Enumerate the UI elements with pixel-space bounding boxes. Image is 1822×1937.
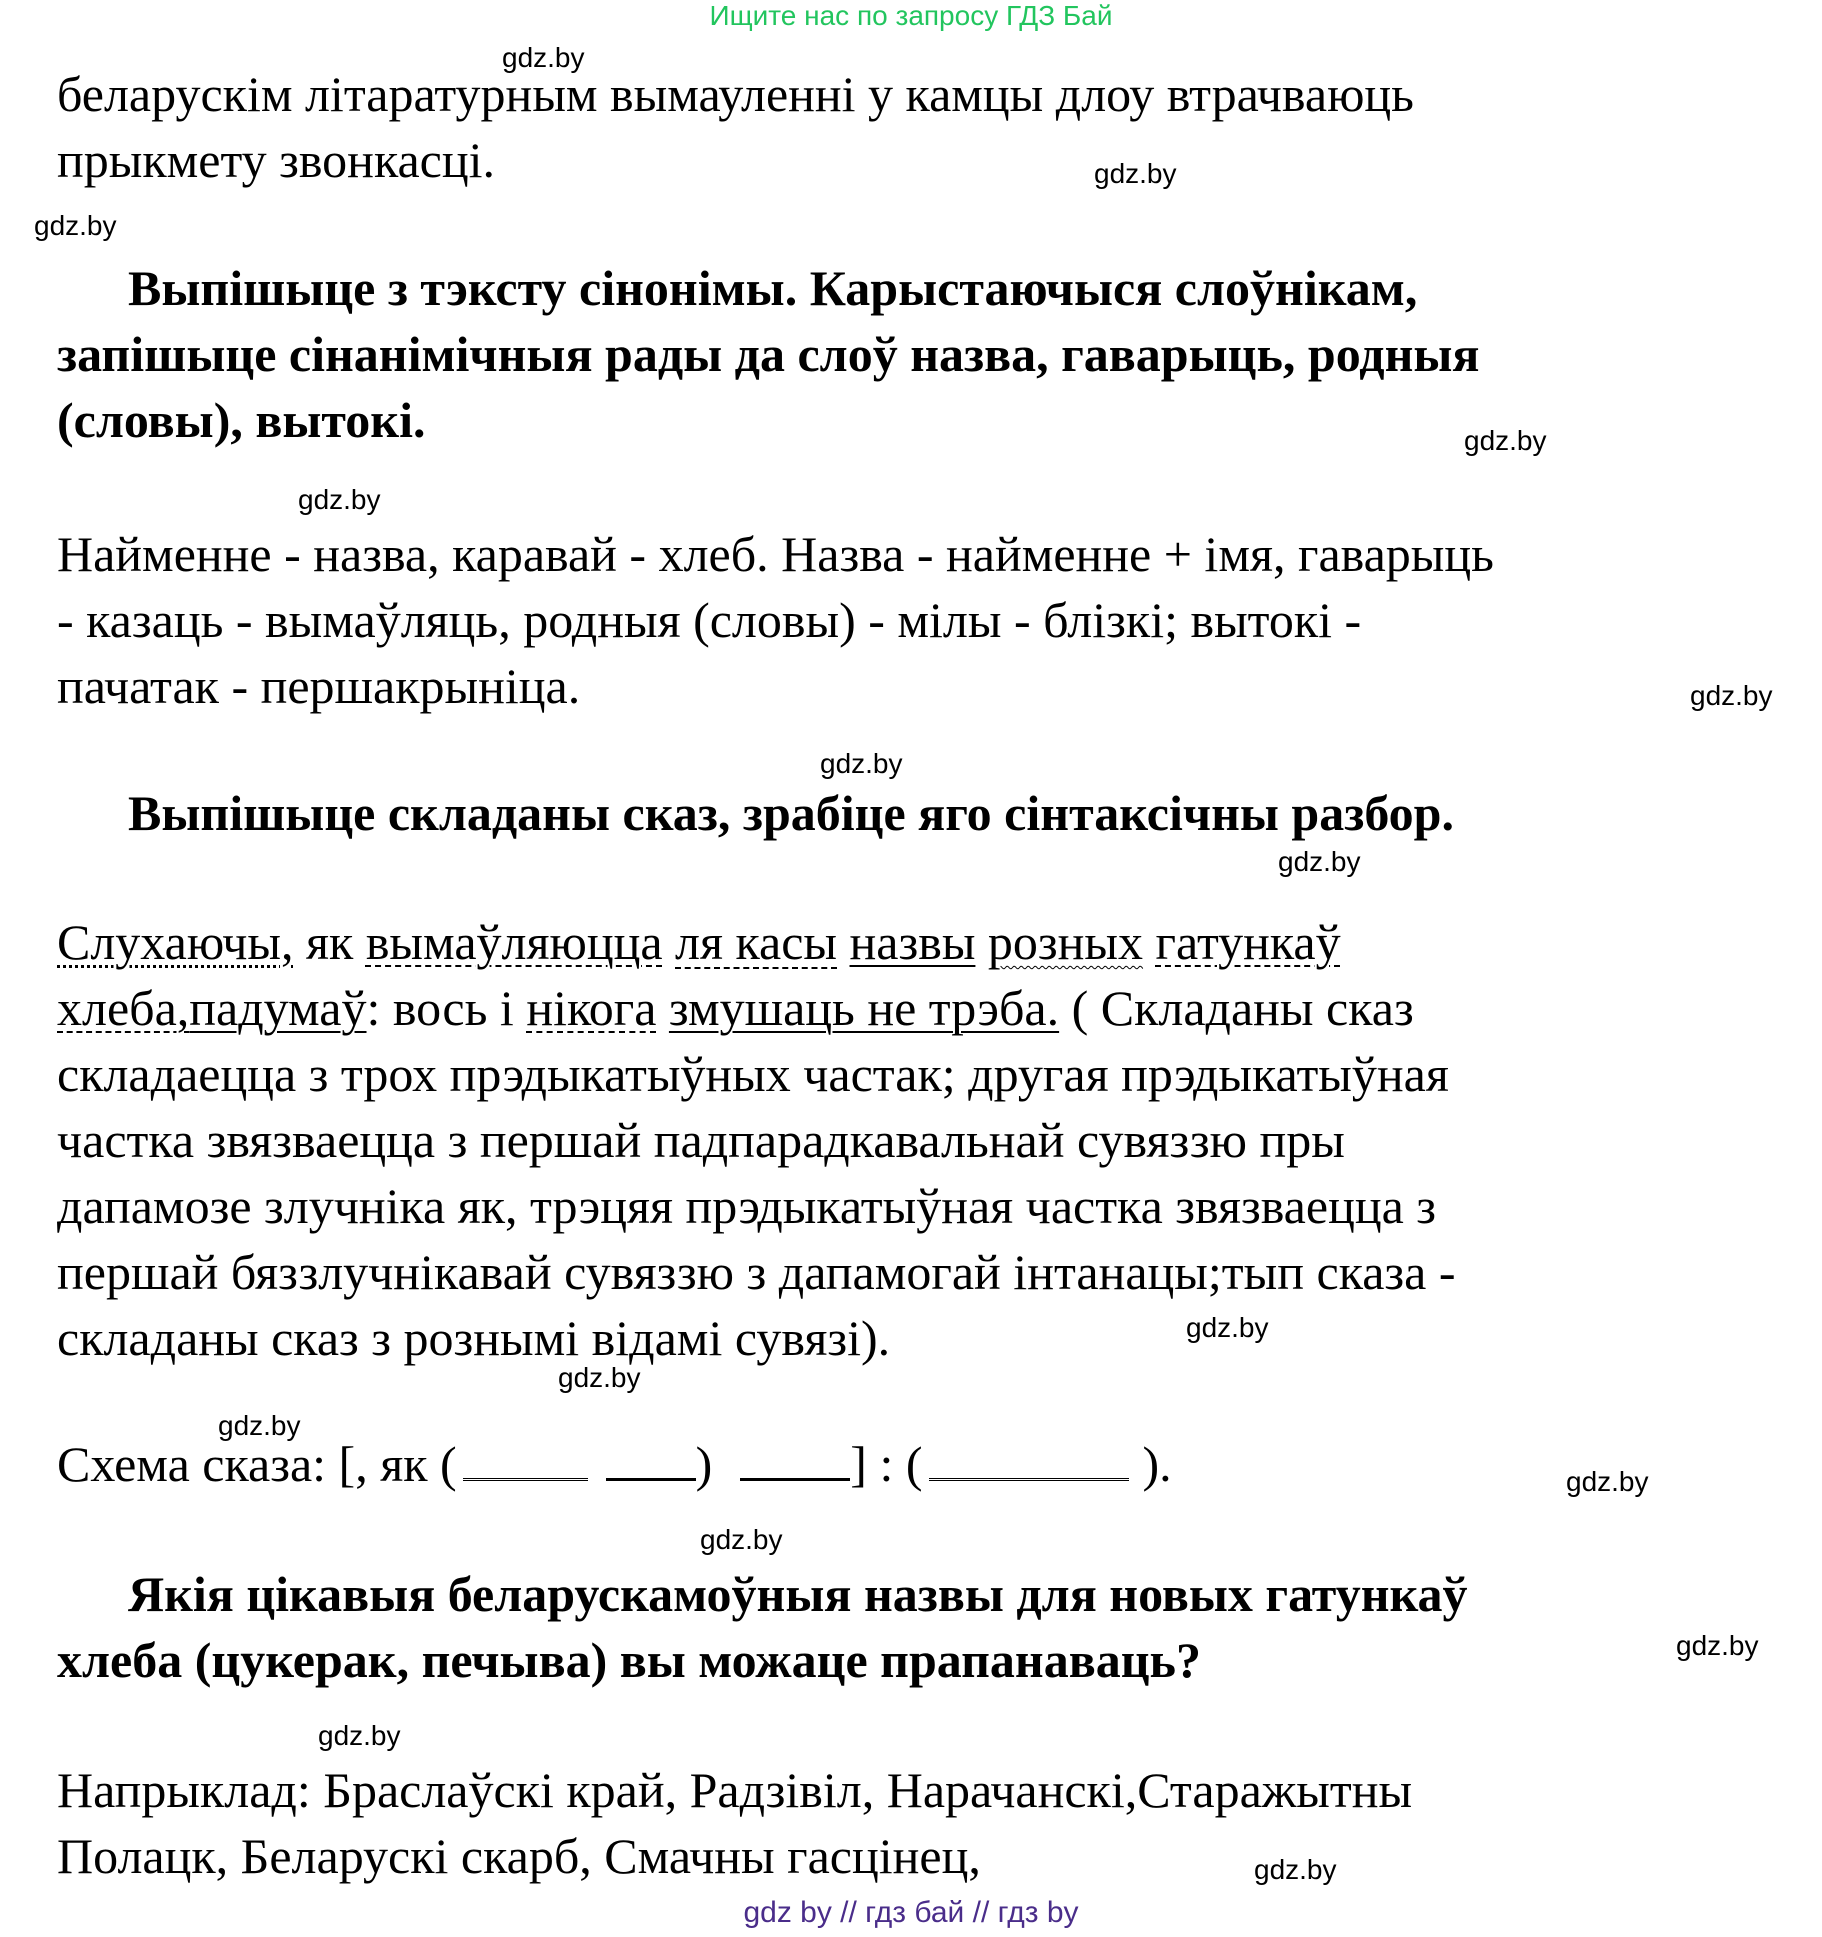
watermark: gdz.by bbox=[1278, 846, 1361, 877]
search-hint: Ищите нас по запросу ГДЗ Бай bbox=[709, 0, 1113, 31]
task1-answer-line-1: Найменне - назва, каравай - хлеб. Назва - найменне + імя, гаварыць bbox=[57, 526, 1494, 582]
analysis-line-2: частка звязваецца з першай падпарадкавальнай сувяззю пры bbox=[57, 1112, 1345, 1168]
analysis-start: ( Складаны сказ bbox=[1059, 980, 1414, 1036]
task3-answer-line-1: Напрыклад: Браслаўскі край, Радзівіл, Нарачанскі,Старажытны bbox=[57, 1762, 1413, 1818]
task1-title-line-3: (словы), вытокі. bbox=[57, 392, 426, 448]
word-sluhayuchy: Слухаючы, bbox=[57, 914, 294, 970]
scheme-label: Схема сказа: [, як ( bbox=[57, 1436, 457, 1492]
word-vymaulyayutstsa: вымаўляюцца bbox=[365, 914, 663, 970]
watermark: gdz.by bbox=[1186, 1312, 1269, 1343]
watermark: gdz.by bbox=[1676, 1630, 1759, 1661]
watermark: gdz.by bbox=[1254, 1854, 1337, 1885]
scheme-predicate-1 bbox=[606, 1478, 696, 1481]
analysis-line-1: складаецца з трох прэдыкатыўных частак; другая прэдыкатыўная bbox=[57, 1046, 1449, 1102]
analysis-line-5: складаны сказ з рознымі відамі сувязі). bbox=[57, 1310, 891, 1366]
sentence-line-2 bbox=[57, 978, 1414, 1038]
word-lya-kasy: ля касы bbox=[675, 914, 838, 970]
task3-title-line-2: хлеба (цукерак, печыва) вы можаце прапанаваць? bbox=[57, 1632, 1201, 1688]
task3-answer-line-2: Полацк, Беларускі скарб, Смачны гасцінец, bbox=[57, 1828, 981, 1884]
word-nazvy: назвы bbox=[849, 914, 976, 970]
watermark: gdz.by bbox=[218, 1410, 301, 1441]
watermark: gdz.by bbox=[1094, 158, 1177, 189]
space bbox=[975, 914, 988, 970]
space bbox=[663, 914, 676, 970]
task1-answer-line-3: пачатак - першакрыніца. bbox=[57, 658, 581, 714]
watermark: gdz.by bbox=[820, 748, 903, 779]
word-gatunkau: гатункаў bbox=[1155, 914, 1341, 970]
task1-answer-line-2: - казаць - вымаўляць, родныя (словы) - мілы - блізкі; вытокі - bbox=[57, 592, 1362, 648]
footer-watermark: gdz by // гдз бай // гдз by bbox=[743, 1896, 1079, 1929]
watermark: gdz.by bbox=[1464, 425, 1547, 456]
intro-line-1: беларускім літаратурным вымауленні у камцы длоу втрачваюць bbox=[57, 66, 1414, 122]
word-roznyh: розных bbox=[987, 914, 1144, 970]
word-padumau: падумаў bbox=[189, 980, 367, 1036]
scheme-predicate-2 bbox=[740, 1478, 850, 1481]
watermark: gdz.by bbox=[700, 1524, 783, 1555]
word-zmushats-ne-treba: змушаць не трэба. bbox=[668, 980, 1060, 1036]
space bbox=[837, 914, 850, 970]
intro-line-2: прыкмету звонкасці. bbox=[57, 132, 496, 188]
word-vos-i: : вось і bbox=[366, 980, 527, 1036]
space bbox=[1143, 914, 1156, 970]
analysis-line-3: дапамозе злучніка як, трэцяя прэдыкатыўная частка звязваецца з bbox=[57, 1178, 1437, 1234]
watermark: gdz.by bbox=[34, 210, 117, 241]
watermark: gdz.by bbox=[1566, 1466, 1649, 1497]
sentence-line-1 bbox=[57, 912, 1341, 972]
scheme-predicate-3 bbox=[929, 1478, 1129, 1481]
watermark: gdz.by bbox=[298, 484, 381, 515]
task2-title: Выпішыце складаны сказ, зрабіце яго сінтаксічны разбор. bbox=[128, 785, 1454, 841]
watermark: gdz.by bbox=[318, 1720, 401, 1751]
scheme-end: ). bbox=[1142, 1436, 1172, 1492]
task3-title-line-1: Якія цікавыя беларускамоўныя назвы для новых гатункаў bbox=[128, 1566, 1468, 1622]
watermark: gdz.by bbox=[558, 1362, 641, 1393]
scheme-subject-1 bbox=[463, 1478, 588, 1481]
task1-title-line-2: запішыце сінанімічныя рады да слоў назва, гаварыць, родныя bbox=[57, 326, 1480, 382]
scheme-close-paren: ) bbox=[695, 1436, 713, 1492]
space bbox=[656, 980, 669, 1036]
word-yak: як bbox=[293, 914, 366, 970]
watermark: gdz.by bbox=[1690, 680, 1773, 711]
task1-title-line-1: Выпішыце з тэксту сінонімы. Карыстаючыся слоўнікам, bbox=[128, 260, 1418, 316]
analysis-line-4: першай бяззлучнікавай сувяззю з дапамогай інтанацы;тып сказа - bbox=[57, 1244, 1456, 1300]
sentence-scheme bbox=[57, 1434, 1172, 1494]
watermark: gdz.by bbox=[502, 42, 585, 73]
scheme-middle: ] : ( bbox=[850, 1436, 923, 1492]
word-nikoga: нікога bbox=[526, 980, 657, 1036]
word-hleba: хлеба, bbox=[57, 980, 190, 1036]
